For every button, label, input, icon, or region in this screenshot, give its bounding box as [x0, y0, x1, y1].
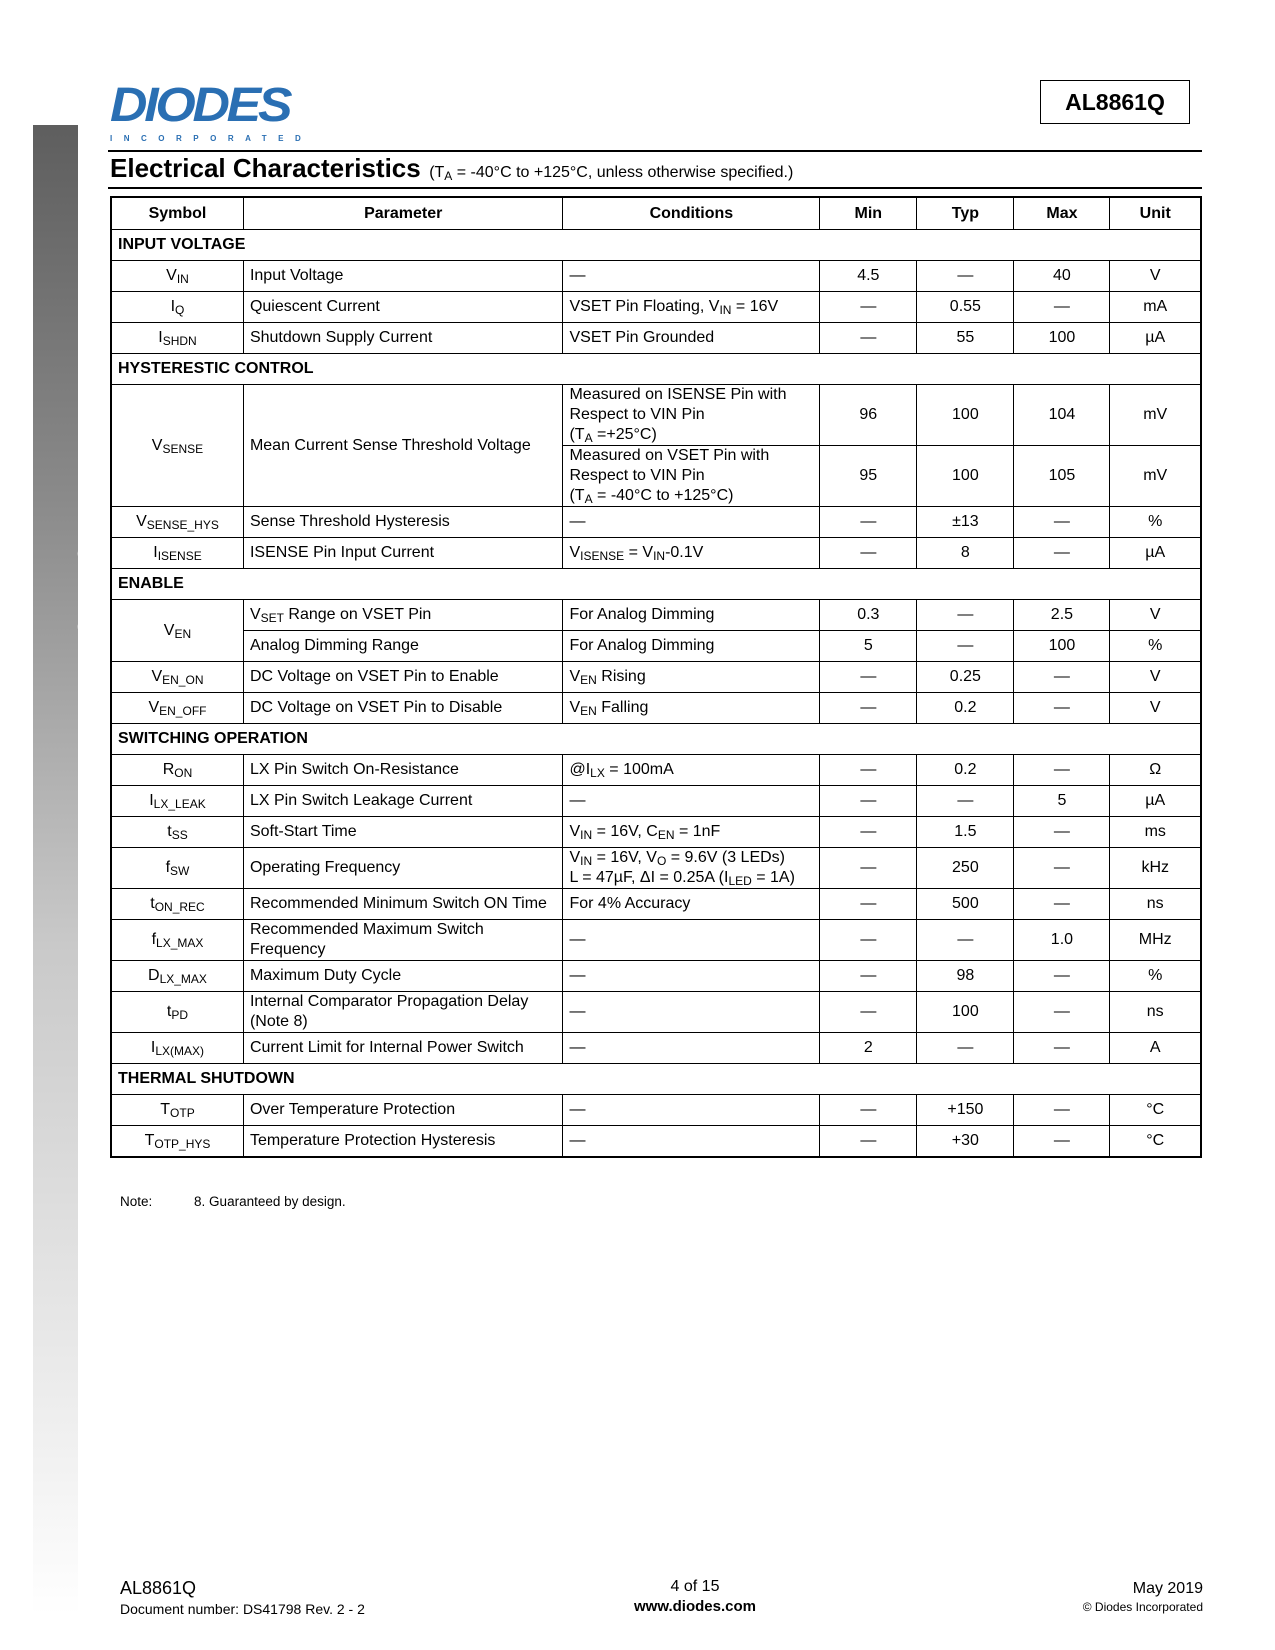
typ-cell: 55 [917, 323, 1014, 354]
min-cell: — [820, 292, 917, 323]
footnote [120, 1194, 346, 1209]
footer-center [595, 1578, 795, 1615]
symbol-cell: $t_{PD}$ [111, 992, 243, 1033]
parameter-cell: Mean Current Sense Threshold Voltage [243, 385, 563, 507]
conditions-cell: VSET Pin Floating, $V_{IN} = 16V$ [563, 292, 820, 323]
max-cell: 104 [1014, 385, 1110, 446]
min-cell: — [820, 693, 917, 724]
title-rule-bottom [108, 187, 1202, 189]
table-row [111, 1033, 1201, 1064]
header-typ: Typ [917, 197, 1014, 230]
parameter-cell: LX Pin Switch Leakage Current [243, 786, 563, 817]
logo-subtext: INCORPORATED [110, 134, 313, 143]
typ-cell: +30 [917, 1126, 1014, 1158]
table-row [111, 889, 1201, 920]
typ-cell: ±13 [917, 507, 1014, 538]
typ-cell: 0.55 [917, 292, 1014, 323]
symbol-cell: $V_{EN\_ON}$ [111, 662, 243, 693]
section-title [110, 153, 793, 184]
conditions-cell: — [563, 961, 820, 992]
parameter-cell: DC Voltage on VSET Pin to Enable [243, 662, 563, 693]
min-cell: 0.3 [820, 600, 917, 631]
min-cell: — [820, 961, 917, 992]
header-max: Max [1014, 197, 1110, 230]
unit-cell: Ω [1110, 755, 1201, 786]
symbol-cell: $R_{ON}$ [111, 755, 243, 786]
parameter-cell: DC Voltage on VSET Pin to Disable [243, 693, 563, 724]
min-cell: — [820, 538, 917, 569]
parameter-cell: Recommended Maximum Switch Frequency [243, 920, 563, 961]
unit-cell: V [1110, 600, 1201, 631]
unit-cell: mV [1110, 385, 1201, 446]
unit-cell: V [1110, 261, 1201, 292]
symbol-cell: $T_{OTP}$ [111, 1095, 243, 1126]
parameter-cell: Operating Frequency [243, 848, 563, 889]
max-cell: 5 [1014, 786, 1110, 817]
max-cell: — [1014, 817, 1110, 848]
section-condition: ($T_A = -40^\circ C$ to +125°C, unless otherwise specified.) [429, 164, 794, 183]
diodes-logo [110, 79, 340, 144]
max-cell: — [1014, 507, 1110, 538]
typ-cell: 100 [917, 992, 1014, 1033]
footer-date: May 2019 [1132, 1580, 1203, 1597]
symbol-cell: $V_{SENSE}$ [111, 385, 243, 507]
parameter-cell: Current Limit for Internal Power Switch [243, 1033, 563, 1064]
typ-cell: — [917, 786, 1014, 817]
table-row [111, 600, 1201, 631]
parameter-cell: Recommended Minimum Switch ON Time [243, 889, 563, 920]
conditions-cell: — [563, 507, 820, 538]
min-cell: — [820, 1126, 917, 1158]
unit-cell: ms [1110, 817, 1201, 848]
parameter-cell: Over Temperature Protection [243, 1095, 563, 1126]
table-row [111, 961, 1201, 992]
unit-cell: kHz [1110, 848, 1201, 889]
unit-cell: % [1110, 631, 1201, 662]
parameter-cell: Internal Comparator Propagation Delay (Note 8) [243, 992, 563, 1033]
table-row [111, 538, 1201, 569]
logo-wordmark: DIODES [110, 79, 290, 132]
footnote-text: 8. Guaranteed by design. [194, 1194, 346, 1209]
table-header-row [111, 197, 1201, 230]
electrical-characteristics-table [110, 196, 1202, 1158]
footer-document-number: Document number: DS41798 Rev. 2 - 2 [120, 1601, 365, 1617]
table-row [111, 786, 1201, 817]
unit-cell: MHz [1110, 920, 1201, 961]
table-row [111, 755, 1201, 786]
conditions-cell: For 4% Accuracy [563, 889, 820, 920]
max-cell: — [1014, 693, 1110, 724]
table-row [111, 848, 1201, 889]
parameter-cell: Analog Dimming Range [243, 631, 563, 662]
typ-cell: 250 [917, 848, 1014, 889]
parameter-cell: Maximum Duty Cycle [243, 961, 563, 992]
conditions-cell: For Analog Dimming [563, 631, 820, 662]
max-cell: — [1014, 1033, 1110, 1064]
unit-cell: % [1110, 961, 1201, 992]
parameter-cell: Temperature Protection Hysteresis [243, 1126, 563, 1158]
typ-cell: 0.25 [917, 662, 1014, 693]
footer-right [1083, 1580, 1203, 1614]
parameter-cell: Input Voltage [243, 261, 563, 292]
conditions-cell: — [563, 992, 820, 1033]
unit-cell: ns [1110, 992, 1201, 1033]
min-cell: 96 [820, 385, 917, 446]
header-unit: Unit [1110, 197, 1201, 230]
min-cell: — [820, 920, 917, 961]
min-cell: 5 [820, 631, 917, 662]
table-row [111, 1095, 1201, 1126]
conditions-cell: — [563, 920, 820, 961]
table-row [111, 323, 1201, 354]
table-row [111, 920, 1201, 961]
symbol-cell: $V_{SENSE\_HYS}$ [111, 507, 243, 538]
unit-cell: °C [1110, 1095, 1201, 1126]
max-cell: — [1014, 755, 1110, 786]
unit-cell: mA [1110, 292, 1201, 323]
parameter-cell: Quiescent Current [243, 292, 563, 323]
conditions-cell: Measured on ISENSE Pin with Respect to VIN Pin $(T_A =+25^\circ C)$ [563, 385, 820, 446]
typ-cell: — [917, 920, 1014, 961]
max-cell: — [1014, 538, 1110, 569]
parameter-cell: Shutdown Supply Current [243, 323, 563, 354]
min-cell: — [820, 507, 917, 538]
section-label: SWITCHING OPERATION [111, 724, 1201, 755]
symbol-cell: $t_{ON\_REC}$ [111, 889, 243, 920]
section-label: HYSTERESTIC CONTROL [111, 354, 1201, 385]
typ-cell: — [917, 600, 1014, 631]
footer-copyright: © Diodes Incorporated [1082, 1600, 1203, 1614]
conditions-cell: VSET Pin Grounded [563, 323, 820, 354]
max-cell: — [1014, 992, 1110, 1033]
min-cell: — [820, 1095, 917, 1126]
footer-part-number: AL8861Q [120, 1578, 197, 1598]
unit-cell: V [1110, 662, 1201, 693]
symbol-cell: $f_{SW}$ [111, 848, 243, 889]
conditions-cell: — [563, 1095, 820, 1126]
parameter-cell: Soft-Start Time [243, 817, 563, 848]
symbol-cell: $T_{OTP\_HYS}$ [111, 1126, 243, 1158]
conditions-cell: — [563, 1126, 820, 1158]
conditions-cell: Measured on VSET Pin with Respect to VIN Pin ($T_A = -40^\circ C$ to +125°C) [563, 446, 820, 507]
max-cell: 2.5 [1014, 600, 1110, 631]
title-rule-top [108, 150, 1202, 152]
symbol-cell: $I_{ISENSE}$ [111, 538, 243, 569]
min-cell: 95 [820, 446, 917, 507]
max-cell: — [1014, 1126, 1110, 1158]
symbol-cell: $D_{LX\_MAX}$ [111, 961, 243, 992]
section-label: INPUT VOLTAGE [111, 230, 1201, 261]
typ-cell: — [917, 261, 1014, 292]
max-cell: — [1014, 848, 1110, 889]
unit-cell: % [1110, 507, 1201, 538]
unit-cell: mV [1110, 446, 1201, 507]
typ-cell: 0.2 [917, 693, 1014, 724]
table-row [111, 631, 1201, 662]
table-row [111, 662, 1201, 693]
min-cell: 4.5 [820, 261, 917, 292]
max-cell: 40 [1014, 261, 1110, 292]
parameter-cell: ISENSE Pin Input Current [243, 538, 563, 569]
typ-cell: 8 [917, 538, 1014, 569]
table-row [111, 992, 1201, 1033]
conditions-cell: $@I_{LX} = 100mA$ [563, 755, 820, 786]
parameter-cell: $V_{SET}$ Range on VSET Pin [243, 600, 563, 631]
page-number: 4 of 15 [670, 1578, 720, 1595]
table-row [111, 261, 1201, 292]
table-row [111, 817, 1201, 848]
max-cell: — [1014, 1095, 1110, 1126]
symbol-cell: $I_{LX\_LEAK}$ [111, 786, 243, 817]
typ-cell: 500 [917, 889, 1014, 920]
min-cell: — [820, 323, 917, 354]
symbol-cell: $I_{SHDN}$ [111, 323, 243, 354]
conditions-cell: $V_{IN} = 16V$, $C_{EN} = 1nF$ [563, 817, 820, 848]
max-cell: — [1014, 961, 1110, 992]
symbol-cell: $V_{EN}$ [111, 600, 243, 662]
section-row [111, 1064, 1201, 1095]
unit-cell: V [1110, 693, 1201, 724]
conditions-cell: — [563, 261, 820, 292]
typ-cell: +150 [917, 1095, 1014, 1126]
header-min: Min [820, 197, 917, 230]
max-cell: — [1014, 662, 1110, 693]
table-row [111, 693, 1201, 724]
unit-cell: µA [1110, 786, 1201, 817]
symbol-cell: $f_{LX\_MAX}$ [111, 920, 243, 961]
section-row [111, 230, 1201, 261]
header-conditions: Conditions [563, 197, 820, 230]
unit-cell: A [1110, 1033, 1201, 1064]
typ-cell: — [917, 1033, 1014, 1064]
typ-cell: 98 [917, 961, 1014, 992]
unit-cell: °C [1110, 1126, 1201, 1158]
min-cell: 2 [820, 1033, 917, 1064]
symbol-cell: $I_{LX(MAX)}$ [111, 1033, 243, 1064]
header-symbol: Symbol [111, 197, 243, 230]
conditions-cell: $V_{IN} = 16V$, $V_O = 9.6V$ (3 LEDs) L = 47µF, ΔI = 0.25A $(I_{LED} = 1A)$ [563, 848, 820, 889]
min-cell: — [820, 817, 917, 848]
symbol-cell: $V_{IN}$ [111, 261, 243, 292]
max-cell: — [1014, 292, 1110, 323]
max-cell: 100 [1014, 631, 1110, 662]
section-row [111, 724, 1201, 755]
max-cell: — [1014, 889, 1110, 920]
max-cell: 100 [1014, 323, 1110, 354]
parameter-cell: LX Pin Switch On-Resistance [243, 755, 563, 786]
side-banner [33, 125, 102, 1615]
table-row [111, 292, 1201, 323]
section-row [111, 354, 1201, 385]
min-cell: — [820, 755, 917, 786]
footer-left [120, 1578, 365, 1617]
header-parameter: Parameter [243, 197, 563, 230]
section-label: THERMAL SHUTDOWN [111, 1064, 1201, 1095]
part-number-box: AL8861Q [1040, 80, 1190, 124]
conditions-cell: — [563, 1033, 820, 1064]
conditions-cell: $V_{ISENSE} = V_{IN}-0.1V$ [563, 538, 820, 569]
symbol-cell: $I_Q$ [111, 292, 243, 323]
section-title-text: Electrical Characteristics [110, 153, 421, 183]
unit-cell: µA [1110, 538, 1201, 569]
min-cell: — [820, 786, 917, 817]
typ-cell: 100 [917, 446, 1014, 507]
section-label: ENABLE [111, 569, 1201, 600]
table-row [111, 507, 1201, 538]
min-cell: — [820, 889, 917, 920]
conditions-cell: $V_{EN}$ Falling [563, 693, 820, 724]
typ-cell: 100 [917, 385, 1014, 446]
conditions-cell: For Analog Dimming [563, 600, 820, 631]
symbol-cell: $V_{EN\_OFF}$ [111, 693, 243, 724]
website-link[interactable]: www.diodes.com [634, 1598, 756, 1615]
typ-cell: 1.5 [917, 817, 1014, 848]
side-banner-label: NEW PRODUCT [73, 517, 102, 773]
parameter-cell: Sense Threshold Hysteresis [243, 507, 563, 538]
conditions-cell: — [563, 786, 820, 817]
min-cell: — [820, 662, 917, 693]
conditions-cell: $V_{EN}$ Rising [563, 662, 820, 693]
typ-cell: — [917, 631, 1014, 662]
unit-cell: µA [1110, 323, 1201, 354]
table-row [111, 1126, 1201, 1158]
min-cell: — [820, 848, 917, 889]
table-row [111, 385, 1201, 446]
typ-cell: 0.2 [917, 755, 1014, 786]
footnote-label: Note: [120, 1194, 153, 1209]
max-cell: 105 [1014, 446, 1110, 507]
section-row [111, 569, 1201, 600]
min-cell: — [820, 992, 917, 1033]
unit-cell: ns [1110, 889, 1201, 920]
symbol-cell: $t_{SS}$ [111, 817, 243, 848]
max-cell: 1.0 [1014, 920, 1110, 961]
